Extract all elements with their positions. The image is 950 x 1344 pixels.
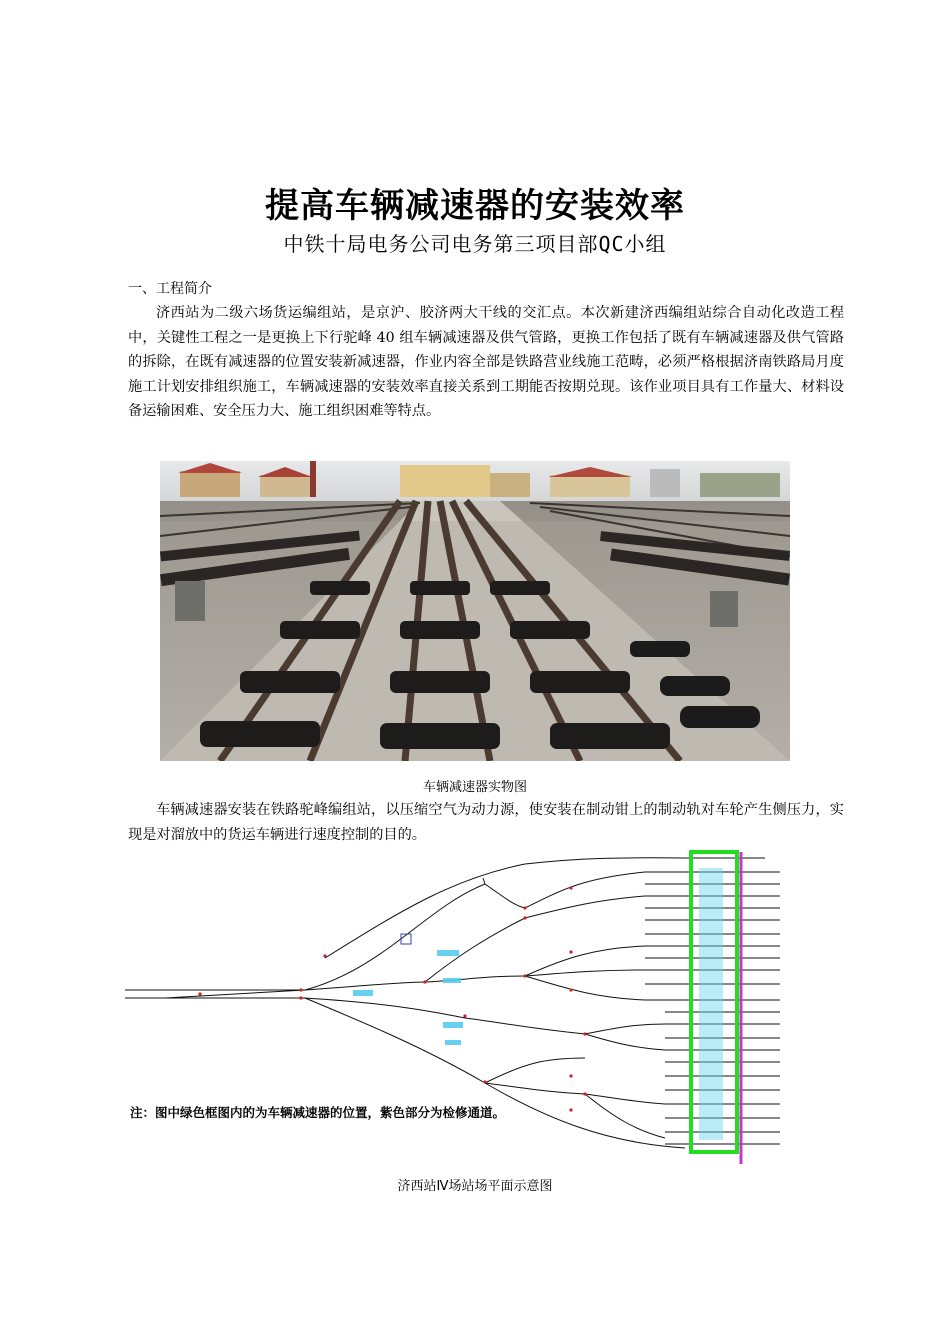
retarder-photo-illustration bbox=[160, 461, 790, 761]
diagram-caption: 济西站Ⅳ场站场平面示意图 bbox=[397, 1179, 553, 1194]
photo-caption: 车辆减速器实物图 bbox=[422, 780, 527, 795]
retarder-description-paragraph: 车辆减速器安装在铁路驼峰编组站，以压缩空气为动力源，使安装在制动钳上的制动轨对车轮产生侧压力，实现是对溜放中的货运车辆进行速度控制的目的。 bbox=[128, 802, 844, 843]
page-subtitle: 中铁十局电务公司电务第三项目部QC小组 bbox=[283, 232, 667, 256]
intro-paragraph: 济西站为二级六场货运编组站，是京沪、胶济两大干线的交汇点。本次新建济西编组站综合自动化改造工程中，关键性工程之一是更换上下行驼峰 40 组车辆减速器及供气管路，更换工作包括了既有车辆减速器及供气管路的拆除，在既有减速器的位置安装新减速器，作业内容全部是铁路营业线施工范畴，必须严格根据济南铁路局月度施工计划安排组织施工，车辆减速器的安装效率直接关系到工期能否按期兑现。该作业项目具有工作量大、材料设备运输困难、安全压力大、施工组织困难等特点。 bbox=[128, 305, 844, 419]
diagram-note: 注：图中绿色框图内的为车辆减速器的位置，紫色部分为检修通道。 bbox=[130, 1105, 506, 1120]
page-title: 提高车辆减速器的安装效率 bbox=[265, 186, 685, 226]
retarder-photo bbox=[160, 461, 790, 761]
section-heading: 一、工程简介 bbox=[128, 281, 212, 297]
